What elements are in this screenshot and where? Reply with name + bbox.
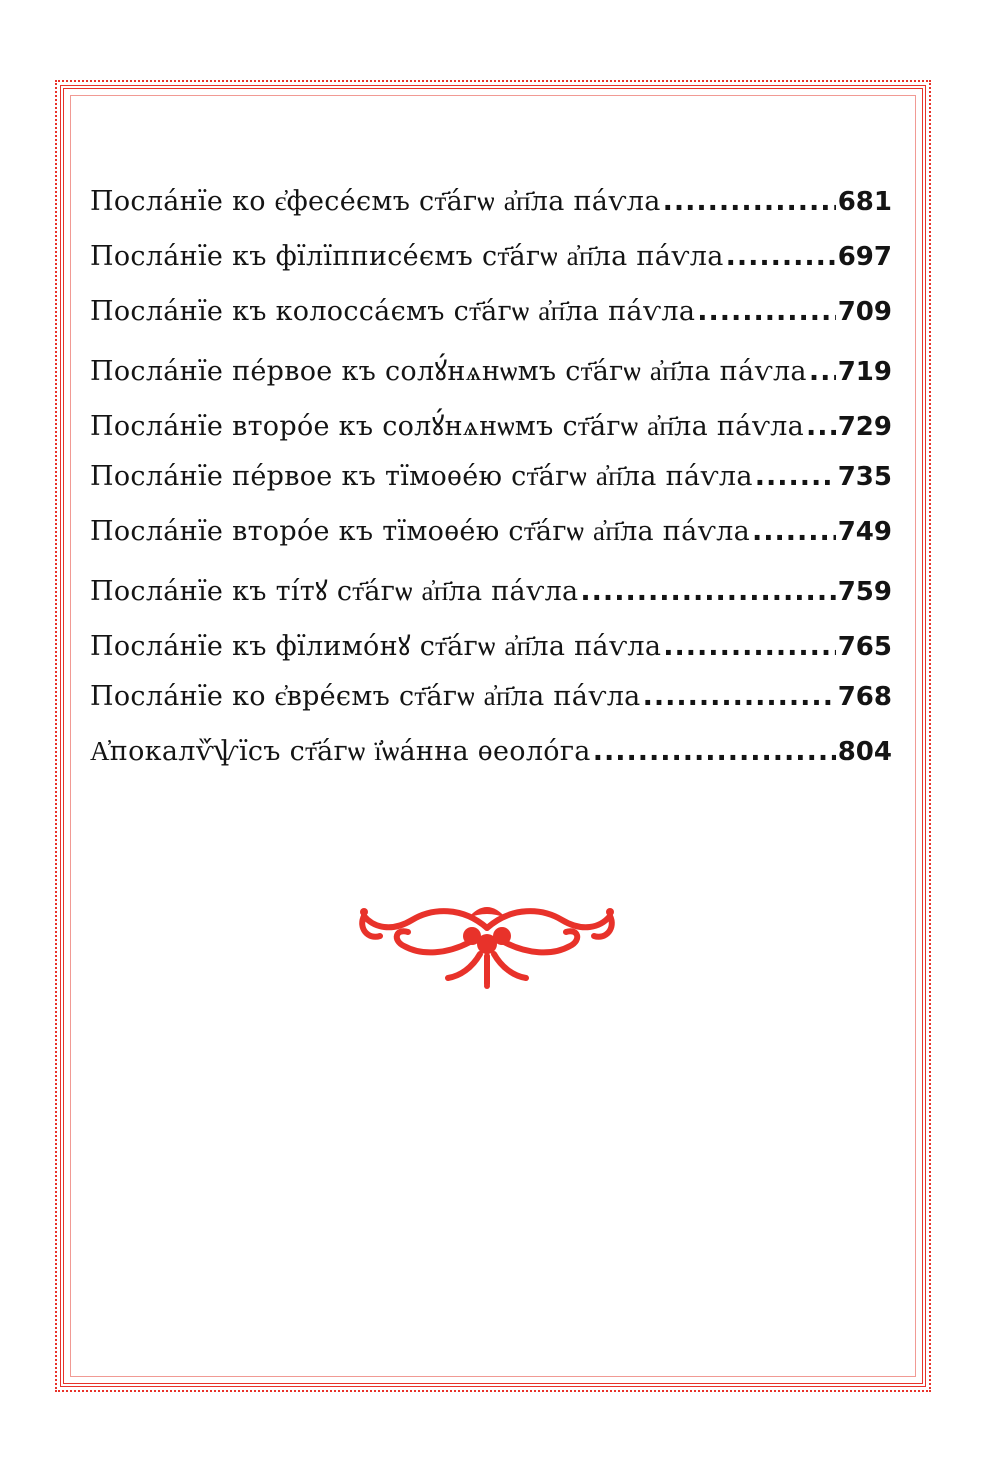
toc-entry	[90, 681, 892, 736]
toc-entry-page: 765	[837, 632, 892, 662]
toc-entry-page: 759	[837, 577, 892, 607]
toc-entry-page: 804	[837, 737, 892, 767]
toc-entry-title: Посла́нїе второ́е къ тїмоѳе́ю ст҃а́гѡ а҆п҃ла па́ѵла	[90, 516, 750, 547]
toc-entry-title: Посла́нїе второ́е къ солꙋ́нѧнѡмъ ст҃а́гѡ а҆п҃ла па́ѵла	[90, 411, 805, 442]
toc-entry-title: Посла́нїе ко є҆вре́ємъ ст҃а́гѡ а҆п҃ла па́ѵла	[90, 681, 641, 712]
toc-leader-dots	[726, 241, 836, 272]
toc-leader-dots	[752, 516, 836, 547]
toc-entry-page: 681	[837, 187, 892, 217]
toc-leader-dots	[643, 681, 836, 712]
toc-entry-page: 749	[837, 517, 892, 547]
toc-leader-dots	[809, 356, 836, 387]
toc-leader-dots	[593, 736, 836, 767]
toc-entry	[90, 736, 892, 791]
toc-entry	[90, 241, 892, 296]
toc-entry	[90, 516, 892, 571]
toc-leader-dots	[663, 186, 836, 217]
toc-entry-title: Посла́нїе пе́рвое къ солꙋ́нѧнѡмъ ст҃а́гѡ а҆п҃ла па́ѵла	[90, 356, 807, 387]
toc-entry-page: 729	[837, 412, 892, 442]
toc-entry	[90, 296, 892, 351]
toc-entry	[90, 461, 892, 516]
toc-leader-dots	[697, 296, 835, 327]
toc-entry-title: Посла́нїе къ фїлимо́нꙋ ст҃а́гѡ а҆п҃ла па́ѵла	[90, 631, 662, 662]
toc-entry	[90, 186, 892, 241]
toc-entry-page: 709	[837, 297, 892, 327]
floral-ornament-icon	[352, 898, 622, 990]
toc-leader-dots	[580, 576, 835, 607]
toc-entry	[90, 571, 892, 626]
toc-entry-title: А҆покалѷ́ѱїсъ ст҃а́гѡ ї҆ѡа́нна ѳеоло́га	[90, 736, 591, 767]
toc-entry-page: 719	[837, 357, 892, 387]
toc-leader-dots	[663, 631, 835, 662]
toc-entry	[90, 626, 892, 681]
toc-entry-title: Посла́нїе къ ті́тꙋ ст҃а́гѡ а҆п҃ла па́ѵла	[90, 576, 579, 607]
table-of-contents	[90, 186, 892, 791]
toc-entry-title: Посла́нїе къ колосса́ємъ ст҃а́гѡ а҆п҃ла па́ѵла	[90, 296, 696, 327]
toc-entry	[90, 406, 892, 461]
toc-entry-page: 768	[837, 682, 892, 712]
toc-entry-page: 735	[837, 462, 892, 492]
toc-leader-dots	[755, 461, 836, 492]
toc-leader-dots	[806, 411, 836, 442]
toc-entry	[90, 351, 892, 406]
toc-entry-title: Посла́нїе къ фїлїпписе́ємъ ст҃а́гѡ а҆п҃ла па́ѵла	[90, 241, 724, 272]
toc-entry-title: Посла́нїе ко є҆фесе́ємъ ст҃а́гѡ а҆п҃ла па́ѵла	[90, 186, 661, 217]
toc-entry-title: Посла́нїе пе́рвое къ тїмоѳе́ю ст҃а́гѡ а҆п҃ла па́ѵла	[90, 461, 753, 492]
toc-entry-page: 697	[837, 242, 892, 272]
